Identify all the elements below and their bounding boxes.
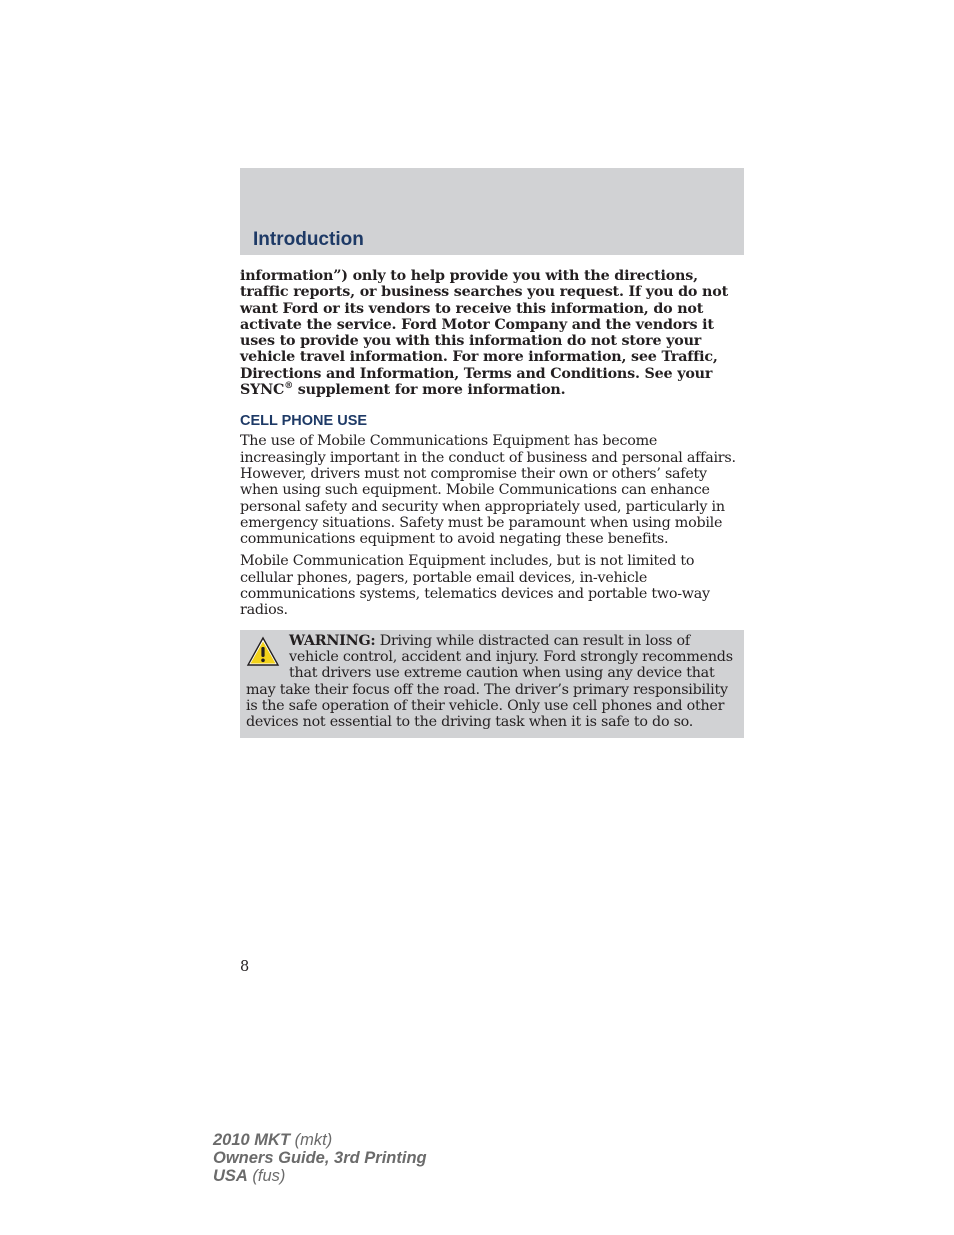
warning-text: Driving while distracted can result in loss of vehicle control, accident and injury. Ford strongly recommends that drivers use extreme caution when using any device that may take their focus off the road. The driver’s primary responsibility is the safe operation of their vehicle. Only use cell phones and other devices not essential to the driving task when it is safe to do so. <box>246 632 733 731</box>
footer-line-guide <box>213 1149 427 1167</box>
section-header-band <box>240 168 744 255</box>
registered-mark: ® <box>284 381 293 392</box>
page-number: 8 <box>240 959 250 975</box>
intro-text-end: supplement for more information. <box>293 382 566 399</box>
page-content <box>240 268 744 738</box>
footer-model-code: (mkt) <box>290 1131 333 1149</box>
intro-text: information”) only to help provide you with the directions, traffic reports, or business searches you request. If you do not want Ford or its vendors to receive this information, do not activate the service. Ford Motor Company and the vendors it uses to provide you with this information do not store your vehicle travel information. For more information, see Traffic, Directions and Information, Terms and Conditions. See your SYNC <box>240 268 728 399</box>
footer-market-code: (fus) <box>247 1167 286 1185</box>
warning-box <box>240 630 744 739</box>
cell-phone-heading: CELL PHONE USE <box>240 413 368 430</box>
footer-model: 2010 MKT <box>213 1131 291 1149</box>
footer-guide: Owners Guide, 3rd Printing <box>213 1149 427 1167</box>
section-title: Introduction <box>253 229 364 250</box>
warning-triangle-icon <box>246 636 280 668</box>
intro-paragraph <box>240 268 744 398</box>
footer-print-info <box>213 1131 427 1185</box>
warning-label: WARNING: <box>289 632 376 649</box>
cell-phone-paragraph-1: The use of Mobile Communications Equipment has become increasingly important in the conduct of business and personal affairs. However, drivers must not compromise their own or others’ safety when using such equipment. Mobile Communications can enhance personal safety and security when appropriately used, particularly in emergency situations. Safety must be paramount when using mobile communications equipment to avoid negating these benefits. <box>240 433 736 548</box>
footer-line-model <box>213 1131 427 1149</box>
cell-phone-paragraph-2: Mobile Communication Equipment includes, but is not limited to cellular phones, pagers, portable email devices, in-vehicle communications systems, telematics devices and portable two-way radios. <box>240 553 710 619</box>
footer-line-market <box>213 1167 427 1185</box>
footer-market: USA <box>213 1167 248 1185</box>
